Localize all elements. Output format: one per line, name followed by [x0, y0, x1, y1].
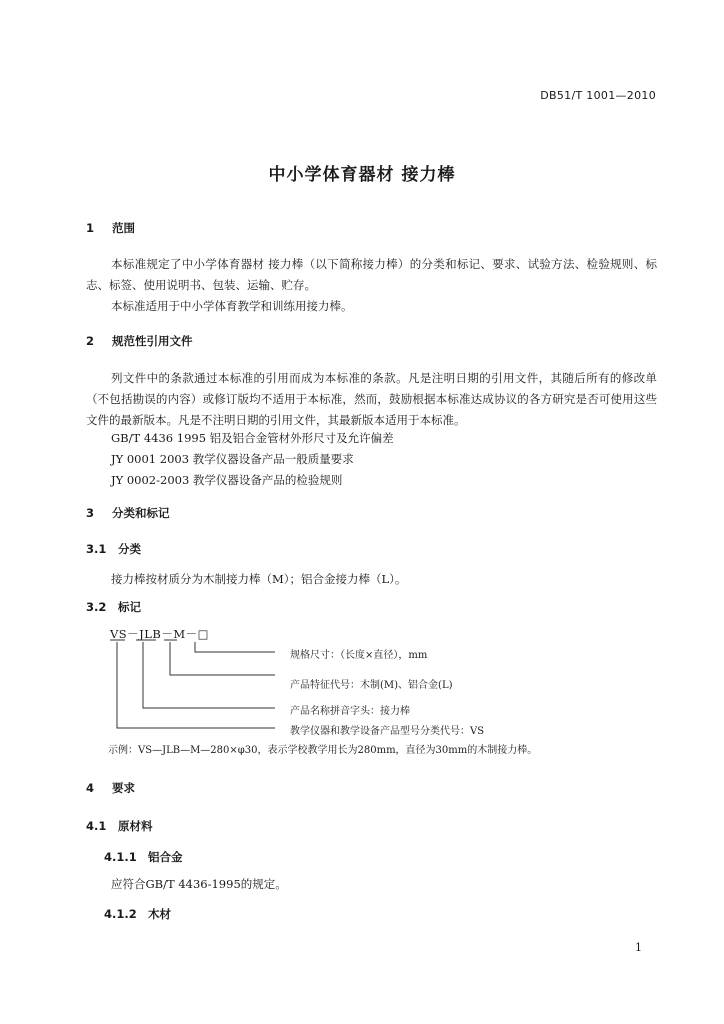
- section-number: 3.2: [86, 600, 107, 614]
- marking-label-feature: 产品特征代号：木制(M)、铝合金(L): [290, 680, 453, 691]
- section-title: 规范性引用文件: [112, 334, 193, 348]
- leader-line-name: [143, 642, 275, 708]
- section-number: 2: [86, 334, 95, 348]
- section-title: 分类和标记: [112, 506, 170, 520]
- leader-line-spec: [195, 642, 275, 652]
- aluminum-requirement-text: 应符合GB/T 4436-1995的规定。: [111, 877, 287, 891]
- section-4-heading: [86, 780, 135, 796]
- section-number: 3: [86, 506, 95, 520]
- section-number: 3.1: [86, 542, 107, 556]
- section-1-paragraph-1: 本标准规定了中小学体育器材 接力棒（以下简称接力棒）的分类和标记、要求、试验方法、检验规则、标志、标签、使用说明书、包装、运输、贮存。: [86, 257, 657, 292]
- subsection-3-1-heading: [86, 541, 141, 557]
- section-1-heading: [86, 220, 135, 236]
- subsection-4-1-heading: [86, 818, 153, 834]
- section-number: 4: [86, 781, 95, 795]
- section-title: 木材: [148, 907, 171, 921]
- section-title: 范围: [112, 221, 135, 235]
- marking-code: VS－JLB－M－□: [110, 627, 210, 641]
- page-number: 1: [635, 941, 642, 954]
- section-2-paragraph-1: 列文件中的条款通过本标准的引用而成为本标准的条款。凡是注明日期的引用文件，其随后所有的修改单（不包括勘误的内容）或修订版均不适用于本标准，然而，鼓励根据本标准达成协议的各方研究是否可使用这些文件的最新版本。凡是不注明日期的引用文件，其最新版本适用于本标准。: [86, 371, 657, 427]
- leader-line-category: [117, 642, 275, 728]
- section-number: 4.1.1: [104, 850, 137, 864]
- subsection-3-2-heading: [86, 599, 141, 615]
- section-title: 原材料: [118, 819, 153, 833]
- section-title: 要求: [112, 781, 135, 795]
- section-title: 标记: [118, 600, 141, 614]
- leader-line-feature: [170, 642, 275, 675]
- marking-label-category: 教学仪器和教学设备产品型号分类代号：VS: [290, 726, 485, 737]
- subsection-4-1-2-heading: [104, 906, 171, 922]
- subsection-4-1-1-heading: [104, 849, 183, 865]
- section-number: 4.1: [86, 819, 107, 833]
- marking-label-name: 产品名称拼音字头：接力棒: [290, 706, 410, 717]
- reference-item: JY 0002-2003 教学仪器设备产品的检验规则: [111, 473, 343, 487]
- section-number: 1: [86, 221, 95, 235]
- section-title: 铝合金: [148, 850, 183, 864]
- section-2-heading: [86, 333, 193, 349]
- marking-label-spec: 规格尺寸：（长度×直径），mm: [290, 650, 428, 661]
- reference-item: GB/T 4436 1995 铝及铝合金管材外形尺寸及允许偏差: [111, 431, 394, 445]
- document-number: DB51/T 1001—2010: [540, 89, 656, 102]
- marking-example: 示例：VS—JLB—M—280×φ30，表示学校教学用长为280mm，直径为30mm的木制接力棒。: [108, 745, 538, 756]
- section-title: 分类: [118, 542, 141, 556]
- section-3-heading: [86, 505, 170, 521]
- section-number: 4.1.2: [104, 907, 137, 921]
- section-1-paragraph-2: 本标准适用于中小学体育教学和训练用接力棒。: [111, 299, 353, 313]
- classification-text: 接力棒按材质分为木制接力棒（M）；铝合金接力棒（L）。: [111, 572, 407, 586]
- reference-item: JY 0001 2003 教学仪器设备产品一般质量要求: [111, 452, 354, 466]
- page-title: 中小学体育器材 接力棒: [268, 165, 456, 185]
